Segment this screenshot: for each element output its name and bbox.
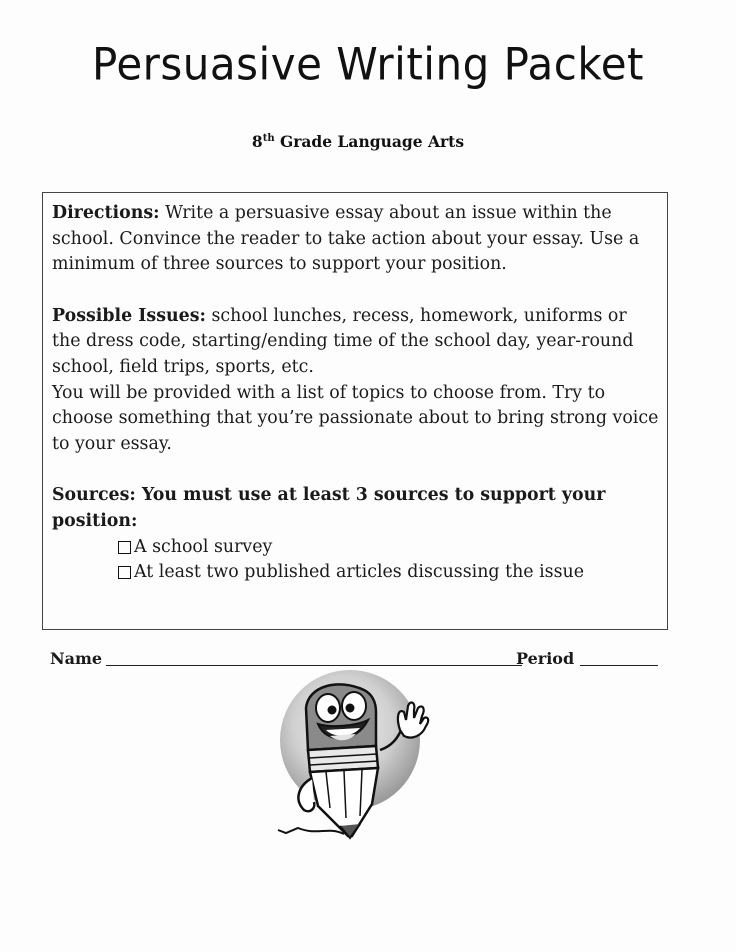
source-label: At least two published articles discussing the issue: [134, 562, 584, 583]
sources-heading: Sources: You must use at least 3 sources to support your position:: [52, 485, 606, 531]
issues-label: Possible Issues:: [52, 305, 206, 326]
subtitle-text: Grade Language Arts: [274, 132, 465, 151]
directions-paragraph: [52, 201, 659, 278]
checkbox-icon[interactable]: [118, 566, 131, 579]
source-label: A school survey: [134, 536, 273, 557]
issues-paragraph: [52, 304, 659, 381]
name-label: Name: [50, 649, 103, 668]
checkbox-icon[interactable]: [118, 541, 131, 554]
source-item: [52, 560, 659, 586]
directions-label: Directions:: [52, 203, 160, 223]
source-item: [52, 535, 659, 561]
period-label: Period: [516, 649, 575, 668]
page-subtitle: [0, 132, 716, 151]
subtitle-superscript: th: [262, 132, 275, 144]
pencil-mascot-icon: [268, 668, 448, 848]
directions-text: Write a persuasive essay about an issue within the school. Convince the reader to take action about your essay. Use a minimum of three sources to support your position.: [52, 203, 640, 275]
period-field[interactable]: [580, 665, 658, 666]
topics-paragraph: You will be provided with a list of topics to choose from. Try to choose something that you’re passionate about to bring strong voice to your essay.: [52, 382, 659, 454]
issues-text: school lunches, recess, homework, uniforms or the dress code, starting/ending time of the school day, year-round school, field trips, sports, etc.: [52, 305, 634, 377]
name-field[interactable]: [106, 665, 522, 666]
page-title: Persuasive Writing Packet: [91, 38, 645, 91]
instructions-box: [42, 192, 668, 630]
subtitle-grade: 8: [251, 132, 263, 151]
